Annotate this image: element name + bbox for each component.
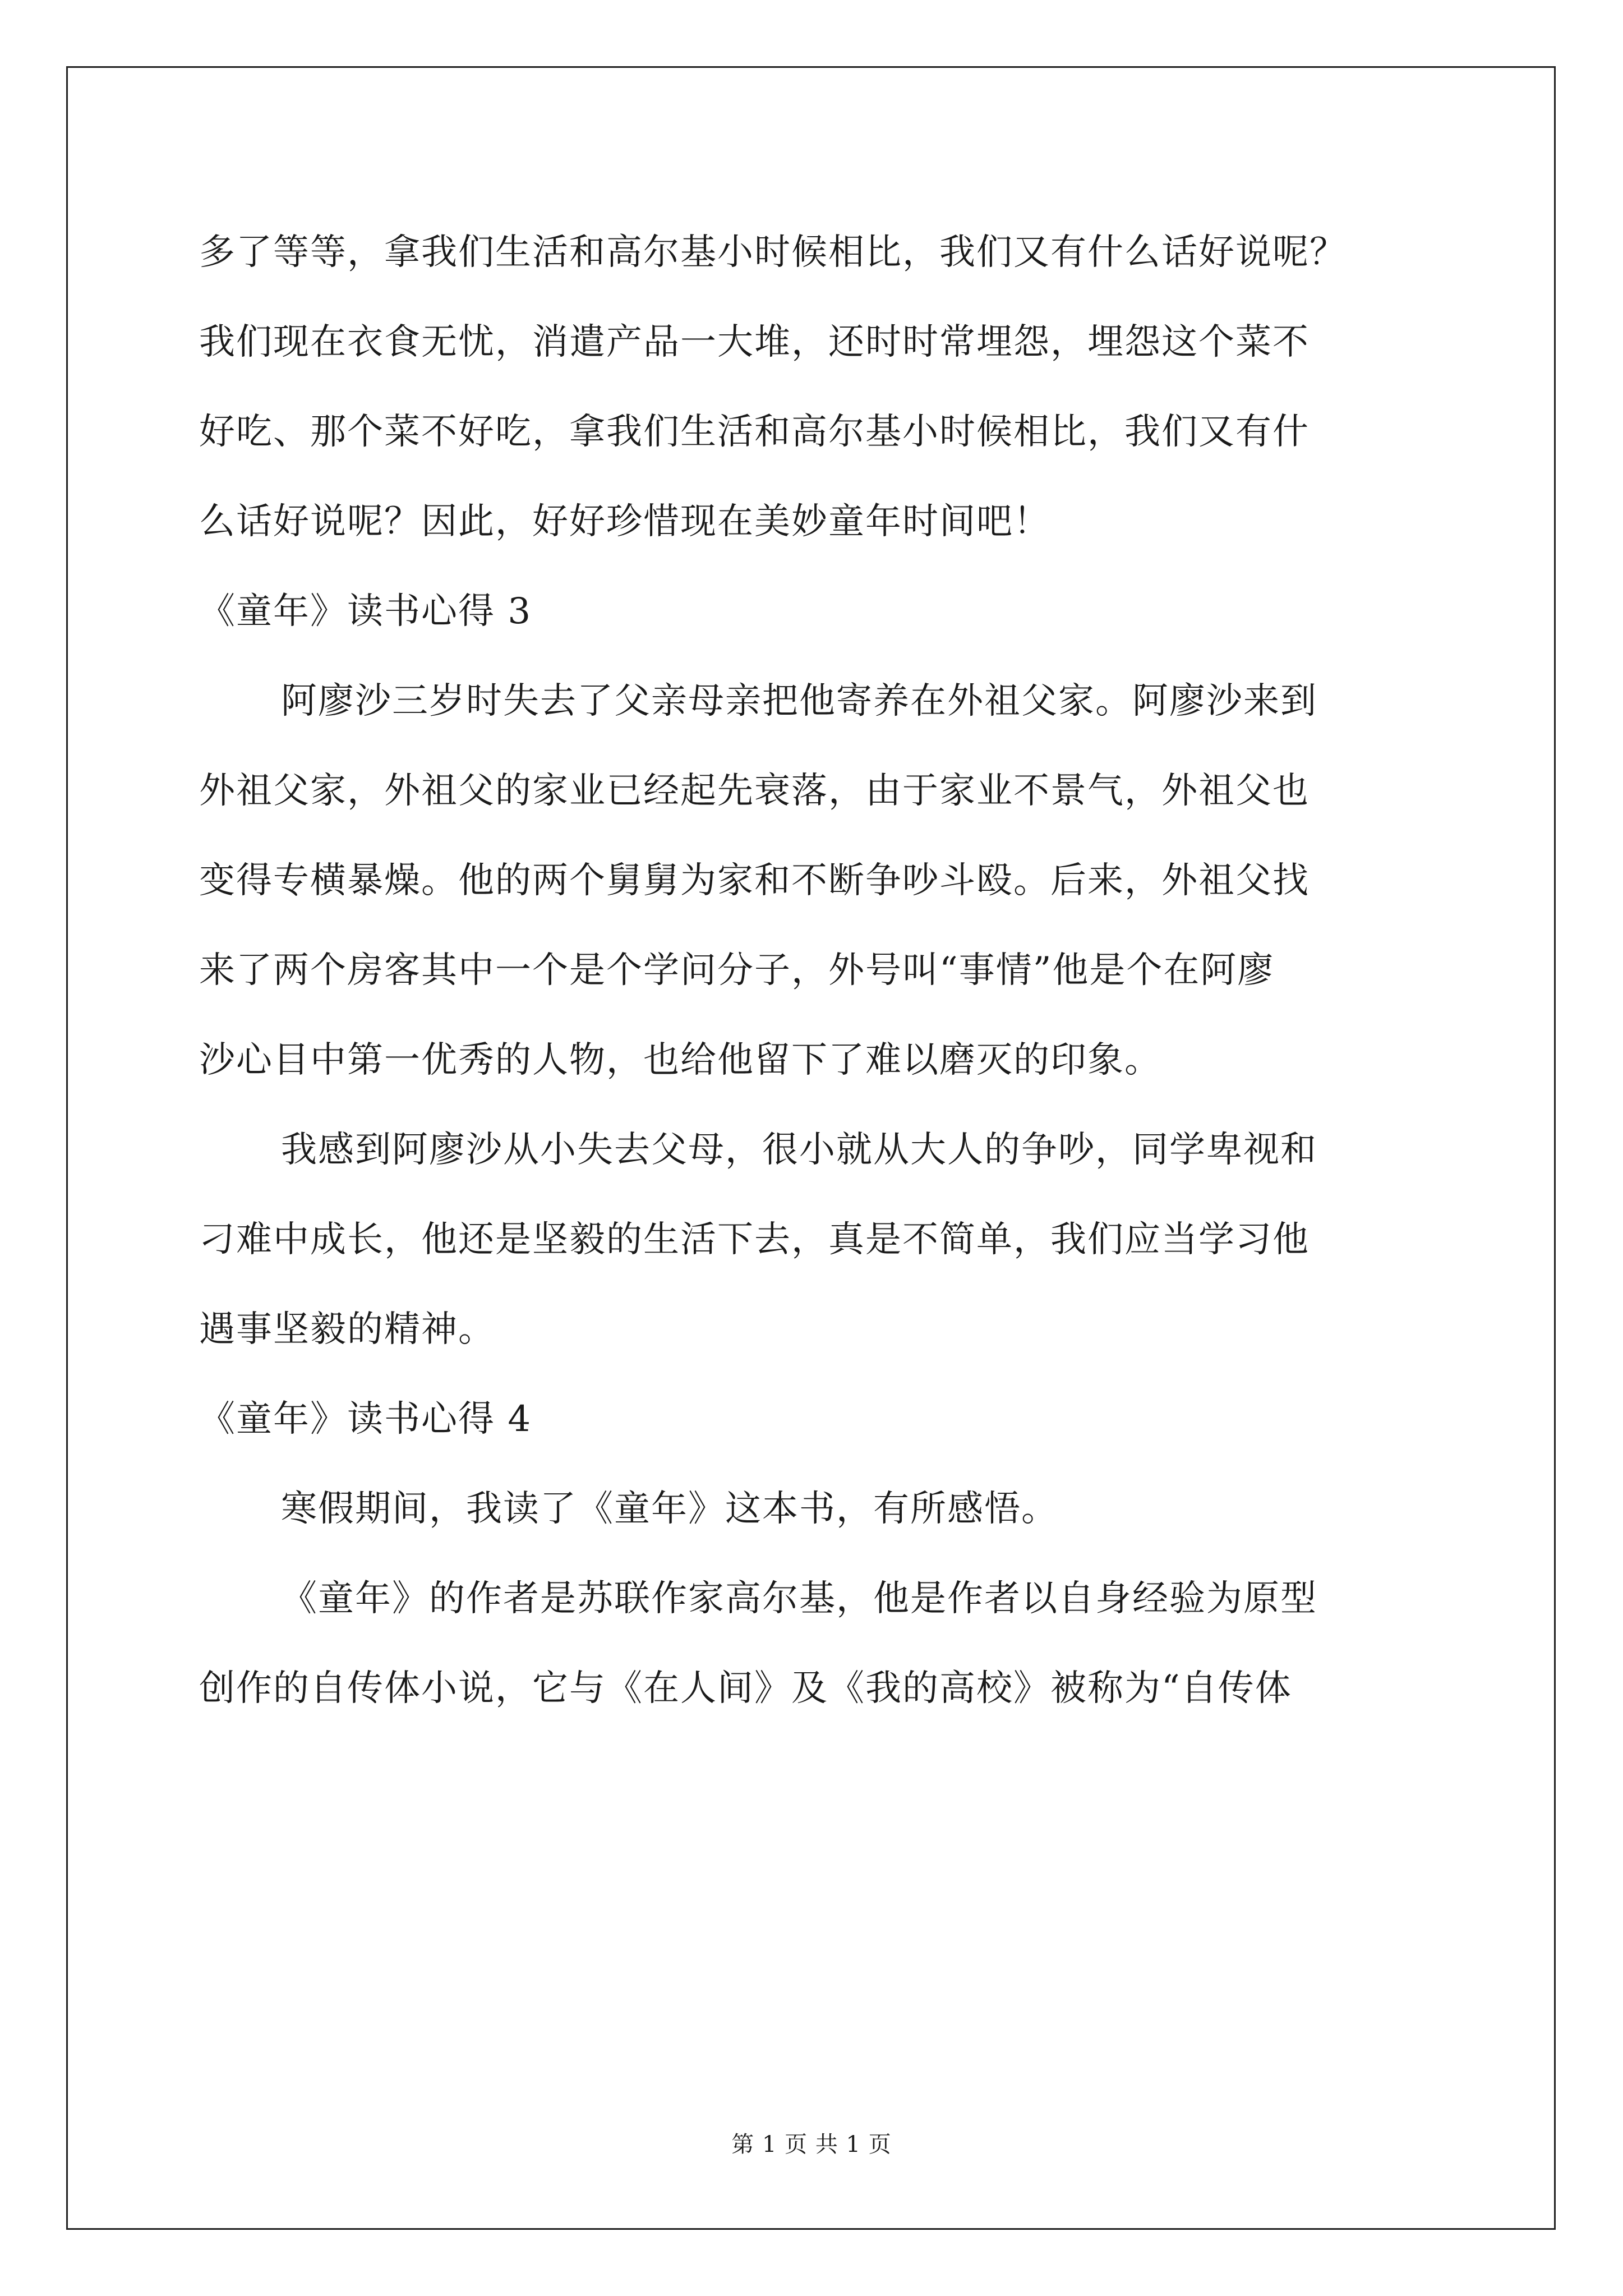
text-line: 变得专横暴燥。他的两个舅舅为家和不断争吵斗殴。后来，外祖父找: [199, 860, 1310, 901]
text-line: 外祖父家，外祖父的家业已经起先衰落，由于家业不景气，外祖父也: [199, 770, 1310, 812]
page-number-footer: 第 1 页 共 1 页: [731, 2132, 892, 2157]
paragraph-first-line: 寒假期间，我读了《童年》这本书，有所感悟。: [281, 1488, 1058, 1530]
paragraph-first-line: 我感到阿廖沙从小失去父母，很小就从大人的争吵，同学卑视和: [281, 1129, 1317, 1171]
text-line: 好吃、那个菜不好吃，拿我们生活和高尔基小时候相比，我们又有什: [199, 411, 1310, 453]
paragraph-first-line: 阿廖沙三岁时失去了父亲母亲把他寄养在外祖父家。阿廖沙来到: [281, 680, 1317, 722]
text-line: 我们现在衣食无忧，消遣产品一大堆，还时时常埋怨，埋怨这个菜不: [199, 321, 1310, 363]
text-line: 多了等等，拿我们生活和高尔基小时候相比，我们又有什么话好说呢？: [199, 232, 1347, 273]
section-heading: 《童年》读书心得 4: [199, 1398, 532, 1440]
section-heading: 《童年》读书心得 3: [199, 591, 532, 632]
paragraph-first-line: 《童年》的作者是苏联作家高尔基，他是作者以自身经验为原型: [281, 1578, 1317, 1619]
text-line: 沙心目中第一优秀的人物，也给他留下了难以磨灭的印象。: [199, 1039, 1161, 1081]
text-line: 遇事坚毅的精神。: [199, 1309, 495, 1350]
text-line: 么话好说呢？因此，好好珍惜现在美妙童年时间吧！: [199, 501, 1050, 542]
text-line: 创作的自传体小说，它与《在人间》及《我的高校》被称为“自传体: [199, 1668, 1292, 1709]
document-body: [199, 208, 1433, 1733]
text-line: 来了两个房客其中一个是个学问分子，外号叫“事情”他是个在阿廖: [199, 950, 1275, 991]
text-line: 刁难中成长，他还是坚毅的生活下去，真是不简单，我们应当学习他: [199, 1219, 1310, 1260]
